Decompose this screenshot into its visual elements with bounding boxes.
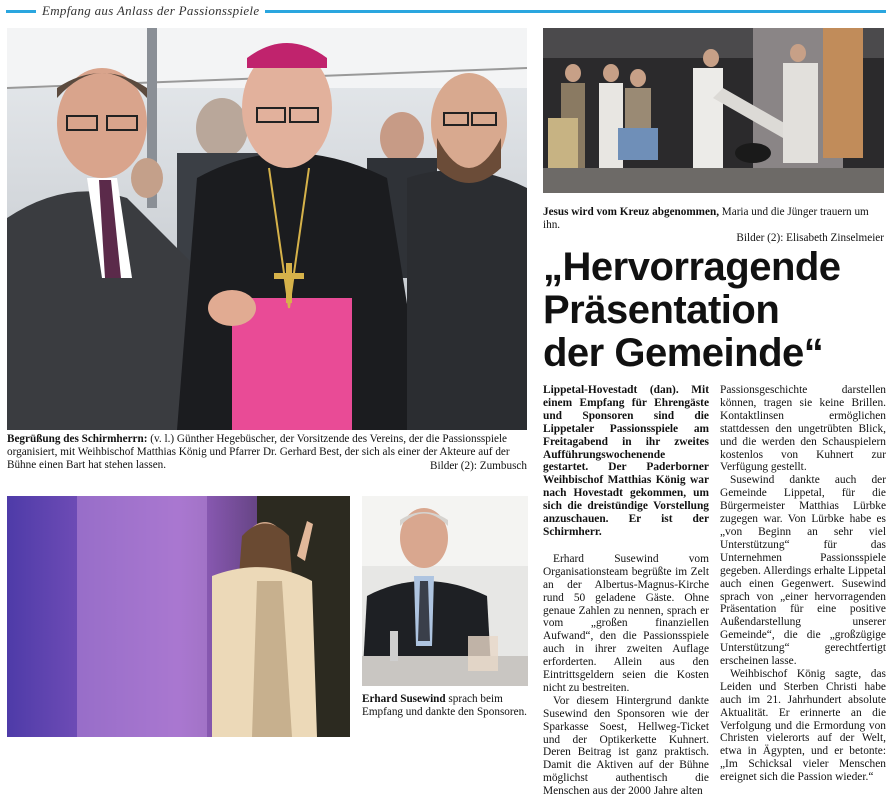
susewind-photo	[362, 496, 528, 686]
section-kicker: Empfang aus Anlass der Passionsspiele	[36, 3, 265, 19]
article-column-2	[720, 384, 886, 784]
stage-caption-lead: Jesus wird vom Kreuz abgenommen,	[543, 206, 719, 218]
main-caption-text: (v. l.) Günther Hegebüscher, der Vorsitzende des Vereins, der die Passionsspiele organisiert, mit Weihbischof Matthias König und Pfarrer Dr. Gerhard Best, der sich als einer der Akteure auf der Bühne einen Bart hat stehen lassen.	[7, 433, 510, 471]
actor-photo-icon	[7, 496, 350, 737]
headline-line-2: Präsentation	[543, 288, 780, 332]
headline-line-1: „Hervorragende	[543, 245, 841, 289]
article-paragraph-4: Susewind dankte auch der Gemeinde Lippetal, für die Bürgermeister Matthias Lürbke zugegen war. Von Lürbke habe es „von Beginn an sehr viel Unterstützung“ für das Unternehmen Passionsspiele gegeben. Allerdings erhalte Lippetal auch einen Gegenwert. Susewind sprach von „einer hervorragenden Präsentation für eine positive Außendarstellung unserer Gemeinde“, die die „großzügige Unterstützung“ gerechtfertigt erscheinen lasse.	[720, 474, 886, 668]
susewind-caption-text: sprach beim Empfang und dankte den Sponsoren.	[362, 693, 527, 718]
susewind-caption	[362, 693, 528, 719]
stage-caption	[543, 206, 884, 232]
group-photo-icon	[7, 28, 527, 430]
stage-caption-text: Maria und die Jünger trauern um ihn.	[543, 206, 869, 231]
stage-scene-icon	[543, 28, 884, 193]
speaker-photo-icon	[362, 496, 528, 686]
article-paragraph-2: Vor diesem Hintergrund dankte Susewind den Sponsoren wie der Sparkasse Soest, Hellweg-Ticket und der Optikerkette Kuhnert. Deren Beitrag ist ganz praktisch. Damit die Aktiven auf der Bühne möglichst authentisch die Menschen aus der 2000 Jahre alten	[543, 694, 709, 798]
headline	[543, 246, 885, 375]
article-paragraph-1: Erhard Susewind vom Organisationsteam begrüßte im Zelt an der Albertus-Magnus-Kirche rund 50 geladene Gäste. Ohne genaue Zahlen zu nennen, sprach er vom „großen finanziellen Aufwand“, den die Passionsspiele auch in ihrer zweiten Auflage erforderten. Allein aus den Eintrittsgeldern seien die Kosten nicht zu bestreiten.	[543, 552, 709, 694]
stage-photo-credit: Bilder (2): Elisabeth Zinselmeier	[736, 232, 884, 244]
article-paragraph-3: Passionsgeschichte darstellen können, tragen sie keine Brillen. Kontaktlinsen ermöglichen stattdessen den ungetrübten Blick, und die werden den Schauspielern kostenlos von Kuhnert zur Verfügung gestellt.	[720, 384, 886, 474]
main-caption-lead: Begrüßung des Schirmherrn:	[7, 433, 148, 445]
headline-line-3: der Gemeinde“	[543, 331, 824, 375]
jesus-photo	[7, 496, 350, 737]
article-lead: Lippetal-Hovestadt (dan). Mit einem Empfang für Ehrengäste und Sponsoren sind die Lippetaler Passionsspiele am Freitagabend in ihr zweites Aufführungswochenende gestartet. Der Paderborner Weihbischof Matthias König war nach Hovestadt gekommen, um sich die dreistündige Vorstellung anzuschauen. Er ist der Schirmherr.	[543, 384, 709, 538]
main-photo-credit: Bilder (2): Zumbusch	[430, 460, 527, 472]
stage-photo	[543, 28, 884, 193]
article-column-1	[543, 384, 709, 798]
main-photo	[7, 28, 527, 430]
article-paragraph-5: Weihbischof König sagte, das Leiden und Sterben Christi habe auch im 21. Jahrhundert absolute Aktualität. Er erinnerte an die Verfolgung und die Ermordung von Christen vielerorts auf der Welt, etwa in Ägypten, und er betonte: „Im Schicksal vieler Menschen ereignet sich die Passion wieder.“	[720, 667, 886, 784]
susewind-caption-lead: Erhard Susewind	[362, 693, 446, 705]
